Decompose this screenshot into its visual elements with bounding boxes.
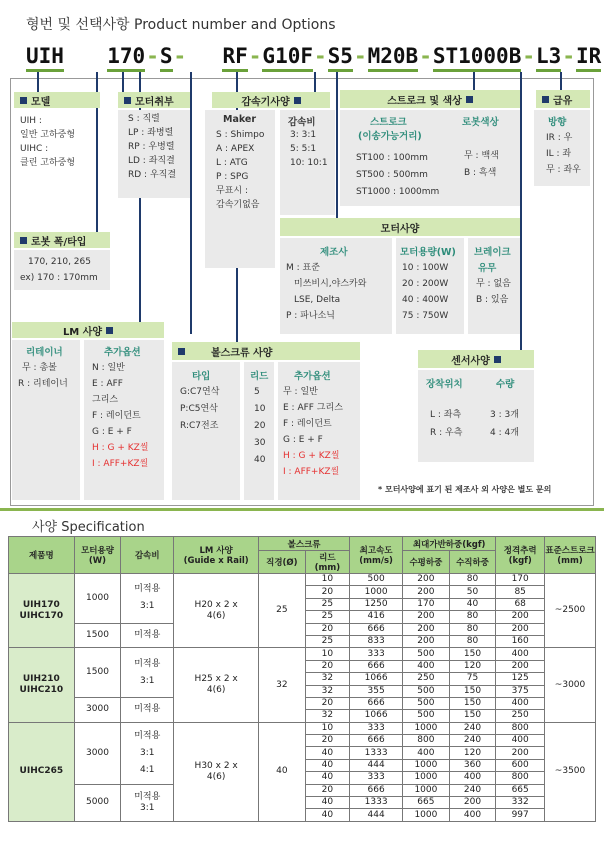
col-name: 제품명	[9, 537, 75, 574]
ratio-cell: 미적용 3:1	[121, 648, 174, 698]
motor-capacity-cell: 1500	[74, 648, 121, 698]
col-dia: 직경(Ø)	[259, 551, 306, 574]
product-name-cell: UIHC265	[9, 722, 75, 821]
stroke-label: 스트로크 및 색상	[340, 90, 520, 108]
model-options: UIH : 일반 고하중형 UIHC : 클린 고하중형	[20, 116, 76, 168]
thrust-cell: 997	[496, 809, 545, 821]
lead-cell: 20	[305, 660, 350, 672]
speed-cell: 666	[350, 623, 403, 635]
motor-capacity-cell: 3000	[74, 697, 121, 722]
load-h-cell: 200	[403, 574, 450, 586]
ballscrew-lead-header: 리드	[250, 371, 269, 382]
motor-maker-header: 제조사	[320, 247, 348, 258]
motor-maker-options: M : 표준 미쓰비시,야스카와 LSE, Delta P : 파나소닉	[286, 263, 367, 321]
thrust-cell: 170	[496, 574, 545, 586]
motor-capacity-options: 10 : 100W 20 : 200W 40 : 400W 75 : 750W	[402, 263, 449, 321]
load-h-cell: 400	[403, 660, 450, 672]
color-options: 무 : 백색 B : 흑색	[464, 151, 499, 178]
retainer-header: 리테이너	[26, 347, 63, 358]
thrust-cell: 125	[496, 673, 545, 685]
thrust-cell: 332	[496, 797, 545, 809]
sensor-qty-options: 3 : 3개 4 : 4개	[490, 410, 519, 438]
load-v-cell: 150	[449, 648, 496, 660]
table-row	[9, 648, 596, 660]
ratio-cell: 미적용 3:1	[121, 574, 174, 624]
load-v-cell: 150	[449, 697, 496, 709]
load-h-cell: 500	[403, 648, 450, 660]
reducer-label: 감속기사양	[212, 92, 330, 108]
code-ballscrew: G10F	[262, 44, 313, 72]
lead-cell: 40	[305, 797, 350, 809]
speed-cell: 333	[350, 772, 403, 784]
spec-table	[8, 536, 596, 822]
load-h-cell: 1000	[403, 784, 450, 796]
load-h-cell: 1000	[403, 809, 450, 821]
lead-cell: 10	[305, 722, 350, 734]
col-load-h: 수평하중	[403, 551, 450, 574]
thrust-cell: 250	[496, 710, 545, 722]
lead-cell: 20	[305, 784, 350, 796]
load-v-cell: 40	[449, 598, 496, 610]
speed-cell: 1000	[350, 586, 403, 598]
brake-header: 브레이크	[474, 247, 511, 258]
thrust-cell: 85	[496, 586, 545, 598]
motor-spec-label: 모터사양	[280, 218, 520, 236]
load-v-cell: 400	[449, 772, 496, 784]
col-lead: 리드 (mm)	[305, 551, 350, 574]
page-title: 형번 및 선택사항 Product number and Options	[26, 17, 336, 33]
load-h-cell: 200	[403, 586, 450, 598]
robot-width-label: 로봇 폭/타입	[14, 232, 110, 248]
thrust-cell: 665	[496, 784, 545, 796]
brake-options: 무 : 없음 B : 있음	[476, 279, 511, 305]
ballscrew-type-header: 타입	[192, 371, 211, 382]
load-v-cell: 75	[449, 673, 496, 685]
thrust-cell: 800	[496, 722, 545, 734]
lead-cell: 40	[305, 759, 350, 771]
load-h-cell: 200	[403, 611, 450, 623]
stroke-header: 스트로크	[370, 117, 407, 128]
speed-cell: 355	[350, 685, 403, 697]
col-thrust: 정격추력 (kgf)	[496, 537, 545, 574]
speed-cell: 500	[350, 574, 403, 586]
code-motor: M20B	[368, 44, 419, 72]
speed-cell: 666	[350, 784, 403, 796]
note: * 모터사양에 표기 된 제조사 외 사양은 별도 문의	[378, 485, 552, 494]
lead-cell: 25	[305, 598, 350, 610]
code-lm: RF	[222, 44, 247, 72]
load-v-cell: 150	[449, 685, 496, 697]
lead-cell: 40	[305, 747, 350, 759]
lead-cell: 20	[305, 586, 350, 598]
thrust-cell: 200	[496, 623, 545, 635]
lm-spec-cell: H30 x 2 x 4(6)	[174, 722, 259, 821]
load-h-cell: 500	[403, 685, 450, 697]
product-name-cell: UIH210 UIHC210	[9, 648, 75, 722]
col-speed: 최고속도 (mm/s)	[350, 537, 403, 574]
load-v-cell: 80	[449, 623, 496, 635]
lm-option-header: 추가옵션	[104, 347, 141, 358]
lead-cell: 10	[305, 648, 350, 660]
code-sensor: L3	[536, 44, 561, 72]
thrust-cell: 600	[496, 759, 545, 771]
load-h-cell: 500	[403, 697, 450, 709]
load-v-cell: 150	[449, 710, 496, 722]
speed-cell: 444	[350, 809, 403, 821]
stroke-cell: ~2500	[545, 574, 596, 648]
thrust-cell: 400	[496, 697, 545, 709]
thrust-cell: 200	[496, 747, 545, 759]
feed-label: 급유	[536, 90, 590, 108]
stroke-options: ST100 : 100mm ST500 : 500mm ST1000 : 1000mm	[356, 153, 440, 197]
load-h-cell: 400	[403, 747, 450, 759]
motor-capacity-cell: 1000	[74, 574, 121, 624]
ballscrew-lead-options: 5 10 20 30 40	[254, 387, 266, 465]
speed-cell: 1066	[350, 673, 403, 685]
code-stroke: ST1000B	[433, 44, 522, 72]
table-row	[9, 722, 596, 734]
thrust-cell: 160	[496, 635, 545, 647]
load-h-cell: 1000	[403, 772, 450, 784]
sensor-position-header: 장착위치	[426, 379, 463, 390]
diameter-cell: 32	[259, 648, 306, 722]
load-v-cell: 360	[449, 759, 496, 771]
speed-cell: 833	[350, 635, 403, 647]
load-v-cell: 240	[449, 722, 496, 734]
ballscrew-option-list: 무 : 일반 E : AFF 그리스 F : 레이던트 G : E + F H : G + KZ씰 I : AFF+KZ씰	[283, 387, 343, 477]
motor-capacity-header: 모터용량(W)	[400, 247, 456, 258]
speed-cell: 666	[350, 697, 403, 709]
load-h-cell: 1000	[403, 759, 450, 771]
lead-cell: 10	[305, 574, 350, 586]
lead-cell: 20	[305, 623, 350, 635]
thrust-cell: 200	[496, 660, 545, 672]
load-v-cell: 400	[449, 809, 496, 821]
reducer-maker-options: S : Shimpo A : APEX L : ATG P : SPG 무표시 : 감속기없음	[216, 130, 265, 210]
lead-cell: 40	[305, 772, 350, 784]
robot-width-options: 170, 210, 265 ex) 170 : 170mm	[14, 250, 110, 290]
stroke-sub: (이송가능거리)	[358, 131, 422, 142]
code-reducer: S5	[328, 44, 353, 72]
thrust-cell: 400	[496, 648, 545, 660]
load-h-cell: 665	[403, 797, 450, 809]
col-load: 최대가반하중(kgf)	[403, 537, 496, 551]
ballscrew-option-header: 추가옵션	[294, 371, 331, 382]
speed-cell: 333	[350, 722, 403, 734]
stroke-cell: ~3000	[545, 648, 596, 722]
col-ballscrew: 볼스크류	[259, 537, 350, 551]
load-h-cell: 1000	[403, 722, 450, 734]
speed-cell: 1333	[350, 797, 403, 809]
model-label: 모델	[14, 92, 100, 108]
load-v-cell: 80	[449, 611, 496, 623]
load-h-cell: 250	[403, 673, 450, 685]
load-h-cell: 800	[403, 735, 450, 747]
product-name-cell: UIH170 UIHC170	[9, 574, 75, 648]
table-row	[9, 574, 596, 586]
lead-cell: 32	[305, 685, 350, 697]
ballscrew-type-options: G:C7연삭 P:C5연삭 R:C7전조	[180, 387, 220, 431]
thrust-cell: 375	[496, 685, 545, 697]
ballscrew-label: 볼스크류 사양	[172, 342, 360, 360]
ratio-cell: 미적용	[121, 697, 174, 722]
sensor-position-options: L : 좌측 R : 우측	[430, 410, 463, 438]
reducer-ratio-options: 3: 3:1 5: 5:1 10: 10:1	[290, 130, 328, 168]
thrust-cell: 68	[496, 598, 545, 610]
reducer-ratio-header: 감속비	[288, 117, 316, 128]
thrust-cell: 800	[496, 772, 545, 784]
speed-cell: 1250	[350, 598, 403, 610]
col-ratio: 감속비	[121, 537, 174, 574]
col-stroke: 표준스트로크 (mm)	[545, 537, 596, 574]
speed-cell: 1066	[350, 710, 403, 722]
speed-cell: 444	[350, 759, 403, 771]
stroke-cell: ~3500	[545, 722, 596, 821]
load-v-cell: 240	[449, 784, 496, 796]
brake-sub: 유무	[478, 263, 497, 274]
motor-capacity-cell: 5000	[74, 784, 121, 821]
diameter-cell: 40	[259, 722, 306, 821]
speed-cell: 666	[350, 735, 403, 747]
lead-cell: 40	[305, 809, 350, 821]
retainer-options: 무 : 총볼 R : 리테이너	[18, 363, 68, 389]
product-code: UIH 170-S- RF-G10F-S5-M20B-ST1000B-L3-IR	[26, 44, 601, 72]
feed-direction-header: 방향	[548, 117, 567, 128]
load-v-cell: 200	[449, 797, 496, 809]
col-lm: LM 사양 (Guide x Rail)	[174, 537, 259, 574]
code-feed: IR	[576, 44, 601, 72]
load-h-cell: 200	[403, 623, 450, 635]
sensor-label: 센서사양	[418, 350, 534, 368]
lead-cell: 20	[305, 697, 350, 709]
lm-option-list: N : 일반 E : AFF 그리스 F : 레이던트 G : E + F H : G + KZ씰 I : AFF+KZ씰	[92, 363, 149, 469]
load-v-cell: 80	[449, 574, 496, 586]
code-series: UIH	[26, 44, 64, 72]
lead-cell: 32	[305, 673, 350, 685]
ratio-cell: 미적용 3:1 4:1	[121, 722, 174, 784]
lm-spec-cell: H25 x 2 x 4(6)	[174, 648, 259, 722]
speed-cell: 333	[350, 648, 403, 660]
motor-mount-options: S : 직렬 LP : 좌병렬 RP : 우병렬 LD : 좌직결 RD : 우직결	[118, 110, 190, 198]
thrust-cell: 200	[496, 611, 545, 623]
lead-cell: 25	[305, 611, 350, 623]
reducer-maker-header: Maker	[223, 114, 257, 125]
motor-capacity-cell: 1500	[74, 623, 121, 648]
lead-cell: 25	[305, 635, 350, 647]
load-v-cell: 120	[449, 747, 496, 759]
load-h-cell: 500	[403, 710, 450, 722]
thrust-cell: 400	[496, 735, 545, 747]
load-v-cell: 120	[449, 660, 496, 672]
motor-capacity-cell: 3000	[74, 722, 121, 784]
lm-spec-cell: H20 x 2 x 4(6)	[174, 574, 259, 648]
sensor-qty-header: 수량	[496, 379, 515, 390]
speed-cell: 1333	[350, 747, 403, 759]
lead-cell: 20	[305, 735, 350, 747]
color-header: 로봇색상	[462, 117, 499, 128]
col-load-v: 수직하중	[449, 551, 496, 574]
load-h-cell: 170	[403, 598, 450, 610]
spec-title: 사양 Specification	[32, 520, 145, 535]
code-motor-mount: S	[160, 44, 173, 72]
motor-mount-label: 모터취부	[118, 92, 190, 108]
speed-cell: 666	[350, 660, 403, 672]
code-width: 170	[107, 44, 145, 72]
diameter-cell: 25	[259, 574, 306, 648]
lead-cell: 32	[305, 710, 350, 722]
ratio-cell: 미적용 3:1	[121, 784, 174, 821]
col-motor: 모터용량 (W)	[74, 537, 121, 574]
ratio-cell: 미적용	[121, 623, 174, 648]
load-h-cell: 200	[403, 635, 450, 647]
load-v-cell: 50	[449, 586, 496, 598]
load-v-cell: 80	[449, 635, 496, 647]
speed-cell: 416	[350, 611, 403, 623]
feed-options: IR : 우 IL : 좌 무 : 좌우	[546, 133, 581, 175]
load-v-cell: 240	[449, 735, 496, 747]
lm-spec-label: LM 사양	[12, 322, 164, 338]
